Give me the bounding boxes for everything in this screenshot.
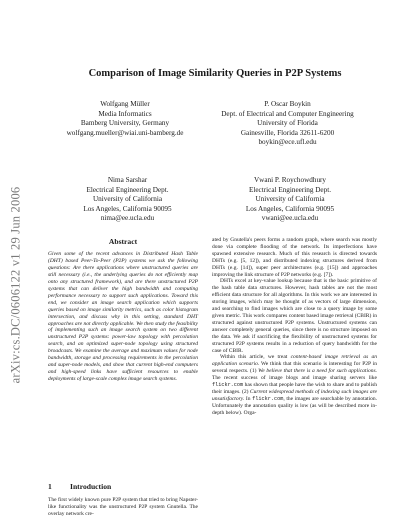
paragraph: ated by Gnutella's peers forms a random graph, where search was mostly done via complete flooding of the network. Its imperfections have spawned extensive research. Much of this research is directed towards DHTs (e.g. [5, 12]), and distributed indexing structures derived from DHTs (e.g. [14]), super peer architectures (e.g. [15]) and approaches improving the link structure of P2P networks (e.g. [7]). (212, 237, 377, 278)
author-affiliation: Dept. of Electrical and Computer Engineering (221, 109, 354, 118)
text-run: The recent success of image blogs and image sharing servers like (212, 375, 377, 382)
author-email: nima@ee.ucla.edu (100, 214, 155, 223)
paragraph: DHTs excel at key-value lookup because that is the basic primitive of the hash table data structures. However, hash tables are not the most efficient data structure for all algorithms. In this work we are interested in storing images, which may be thought of as vectors of large dimension, and searching to find images which are close to a query image by some given metric. This work compares content based image retrieval (CBIR) in structured against unstructured P2P systems. Unstructured systems can answer completely general queries, since there is no structure imposed on the data. We ask if sacrificing the flexibility of unstructured systems for structured P2P systems results in a reduction of query bandwidth for the case of CBIR. (212, 278, 377, 354)
author-block-mueller (50, 100, 200, 138)
author-institution: University of California (92, 195, 163, 204)
author-email: wolfgang.mueller@wiai.uni-bamberg.de (66, 128, 184, 137)
site-name: flickr.com (212, 382, 244, 389)
arxiv-stamp (4, 150, 28, 420)
author-name: P. Oscar Boykin (264, 100, 311, 108)
author-block-roychowdhury (205, 176, 375, 224)
abstract-text: Given some of the recent advances in Distributed Hash Table (DHT) based Peer-To-Peer (P2P) systems we ask the following questions: Are there applications where unstructured queries are still necessary (i.e., the underlying queries do not efficiently map onto any structured framework), and are there unstructured P2P systems that can deliver the high bandwidth and computing performance necessary to support such applications. Toward this end, we consider an image search application which supports queries based on image similarity metrics, such as color histogram intersection, and discuss why in this setting, standard DHT approaches are not directly applicable. We then study the feasibility of implementing such an image search system on two different unstructured P2P systems: power-law topology with percolation search, and an optimized super-node topology using structured broadcasts. We examine the average and maximum values for node bandwidth, storage and processing requirements in the percolation and super-node models, and show that current high-end computers and high-speed links have sufficient resources to enable deployments of large-scale complex image search systems. (48, 251, 198, 383)
text-run: . We think that this scenario is interesting for P2P in several respects. (1) (212, 361, 377, 375)
section-heading-introduction (48, 482, 111, 491)
text-run: has shown that people have the wish to share and to publish their images. (2) (212, 382, 377, 395)
introduction-text: The first widely known pure P2P system that tried to bring Napster-like functionality was the unstructured P2P system Gnutella. The overlay network cre- (48, 497, 198, 517)
author-affiliation: Electrical Engineering Dept. (86, 185, 169, 194)
author-email: vwani@ee.ucla.edu (261, 214, 319, 223)
paper-title: Comparison of Image Similarity Queries in P2P Systems (88, 68, 342, 79)
text-run: In (244, 395, 253, 402)
author-affiliation: Electrical Engineering Dept. (248, 185, 332, 194)
author-address: Los Angeles, California 90095 (245, 204, 335, 213)
author-address: Los Angeles, California 90095 (83, 204, 172, 213)
section-number: 1 (48, 482, 52, 491)
author-institution: University of Florida (257, 119, 318, 128)
author-institution: University of California (255, 195, 325, 204)
text-run: Within this article, we treat (220, 354, 291, 361)
section-title: Introduction (70, 482, 112, 491)
abstract-heading: Abstract (108, 237, 138, 246)
author-block-boykin (200, 100, 375, 148)
author-name: Vwani P. Roychowdhury (253, 176, 327, 184)
author-name: Wolfgang Müller (100, 100, 150, 108)
emphasis-text: Current widespread methods of indexing such images are unsatisfactory. (212, 388, 377, 402)
emphasis-text: We believe that there is a need for such applications. (258, 368, 377, 375)
site-name: flickr.com (252, 395, 284, 402)
arxiv-identifier: arXiv:cs.DC/0606122 v1 29 Jun 2006 (8, 186, 23, 384)
right-column-text (212, 237, 377, 417)
author-institution: Bamberg University, Germany (80, 119, 170, 128)
author-affiliation: Media Informatics (98, 109, 152, 118)
paragraph (212, 354, 377, 416)
author-name: Nima Sarshar (107, 176, 148, 184)
author-address: Gainesville, Florida 32611-6200 (240, 128, 335, 137)
emphasis-text: content-based image retrieval as an application scenario (212, 354, 377, 368)
author-block-sarshar (55, 176, 200, 224)
author-email: boykin@ece.ufl.edu (258, 138, 317, 147)
text-run: , the images are searchable by annotation. Unfortunately the annotation quality is low (as will be described more in-depth below). Orga- (212, 395, 377, 416)
